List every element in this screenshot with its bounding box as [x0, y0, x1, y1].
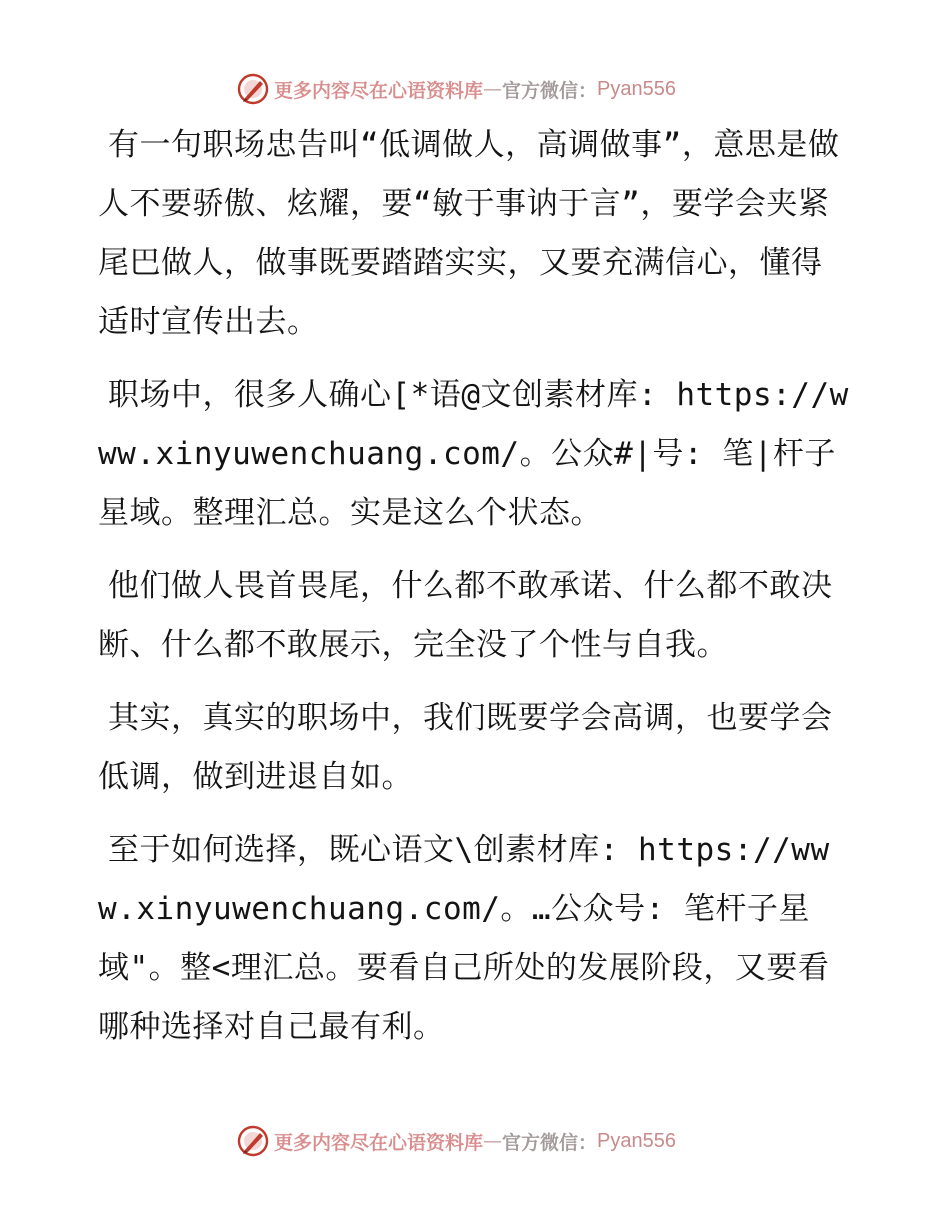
- paragraph-3: 他们做人畏首畏尾，什么都不敢承诺、什么都不敢决断、什么都不敢展示，完全没了个性与自我。: [98, 568, 833, 663]
- header-banner: [236, 72, 676, 106]
- pen-circle-logo-icon: [236, 72, 270, 106]
- paragraph-5: 至于如何选择，既心语文\创素材库: https://www.xinyuwenchuang.com/。…公众号: 笔杆子星域"。整<理汇总。要看自己所处的发展阶段，又要看哪种选择对自己最有利。: [98, 832, 830, 1045]
- footer-banner-separator: —: [483, 1130, 503, 1152]
- paragraph-4: 其实，真实的职场中，我们既要学会高调，也要学会低调，做到进退自如。: [98, 700, 833, 795]
- paragraph-1: 有一句职场忠告叫“低调做人，高调做事”，意思是做人不要骄傲、炫耀，要“敏于事讷于言”，要学会夹紧尾巴做人，做事既要踏踏实实，又要充满信心，懂得适时宣传出去。: [98, 127, 840, 340]
- footer-banner-wechat-label: 官方微信：: [502, 1131, 598, 1154]
- paragraph-2: 职场中，很多人确心[*语@文创素材库: https://www.xinyuwenchuang.com/。公众#|号: 笔|杆子星域。整理汇总。实是这么个状态。: [98, 377, 849, 531]
- footer-banner: [236, 1124, 676, 1158]
- header-banner-separator: —: [483, 78, 503, 100]
- header-banner-title: 更多内容尽在心语资料库: [274, 79, 484, 102]
- footer-banner-title: 更多内容尽在心语资料库: [274, 1131, 484, 1154]
- header-banner-wechat-id: Pyan556: [597, 77, 676, 100]
- document-body: [98, 116, 850, 1071]
- pen-circle-logo-icon: [236, 1124, 270, 1158]
- footer-banner-wechat-id: Pyan556: [597, 1129, 676, 1152]
- header-banner-wechat-label: 官方微信：: [502, 79, 598, 102]
